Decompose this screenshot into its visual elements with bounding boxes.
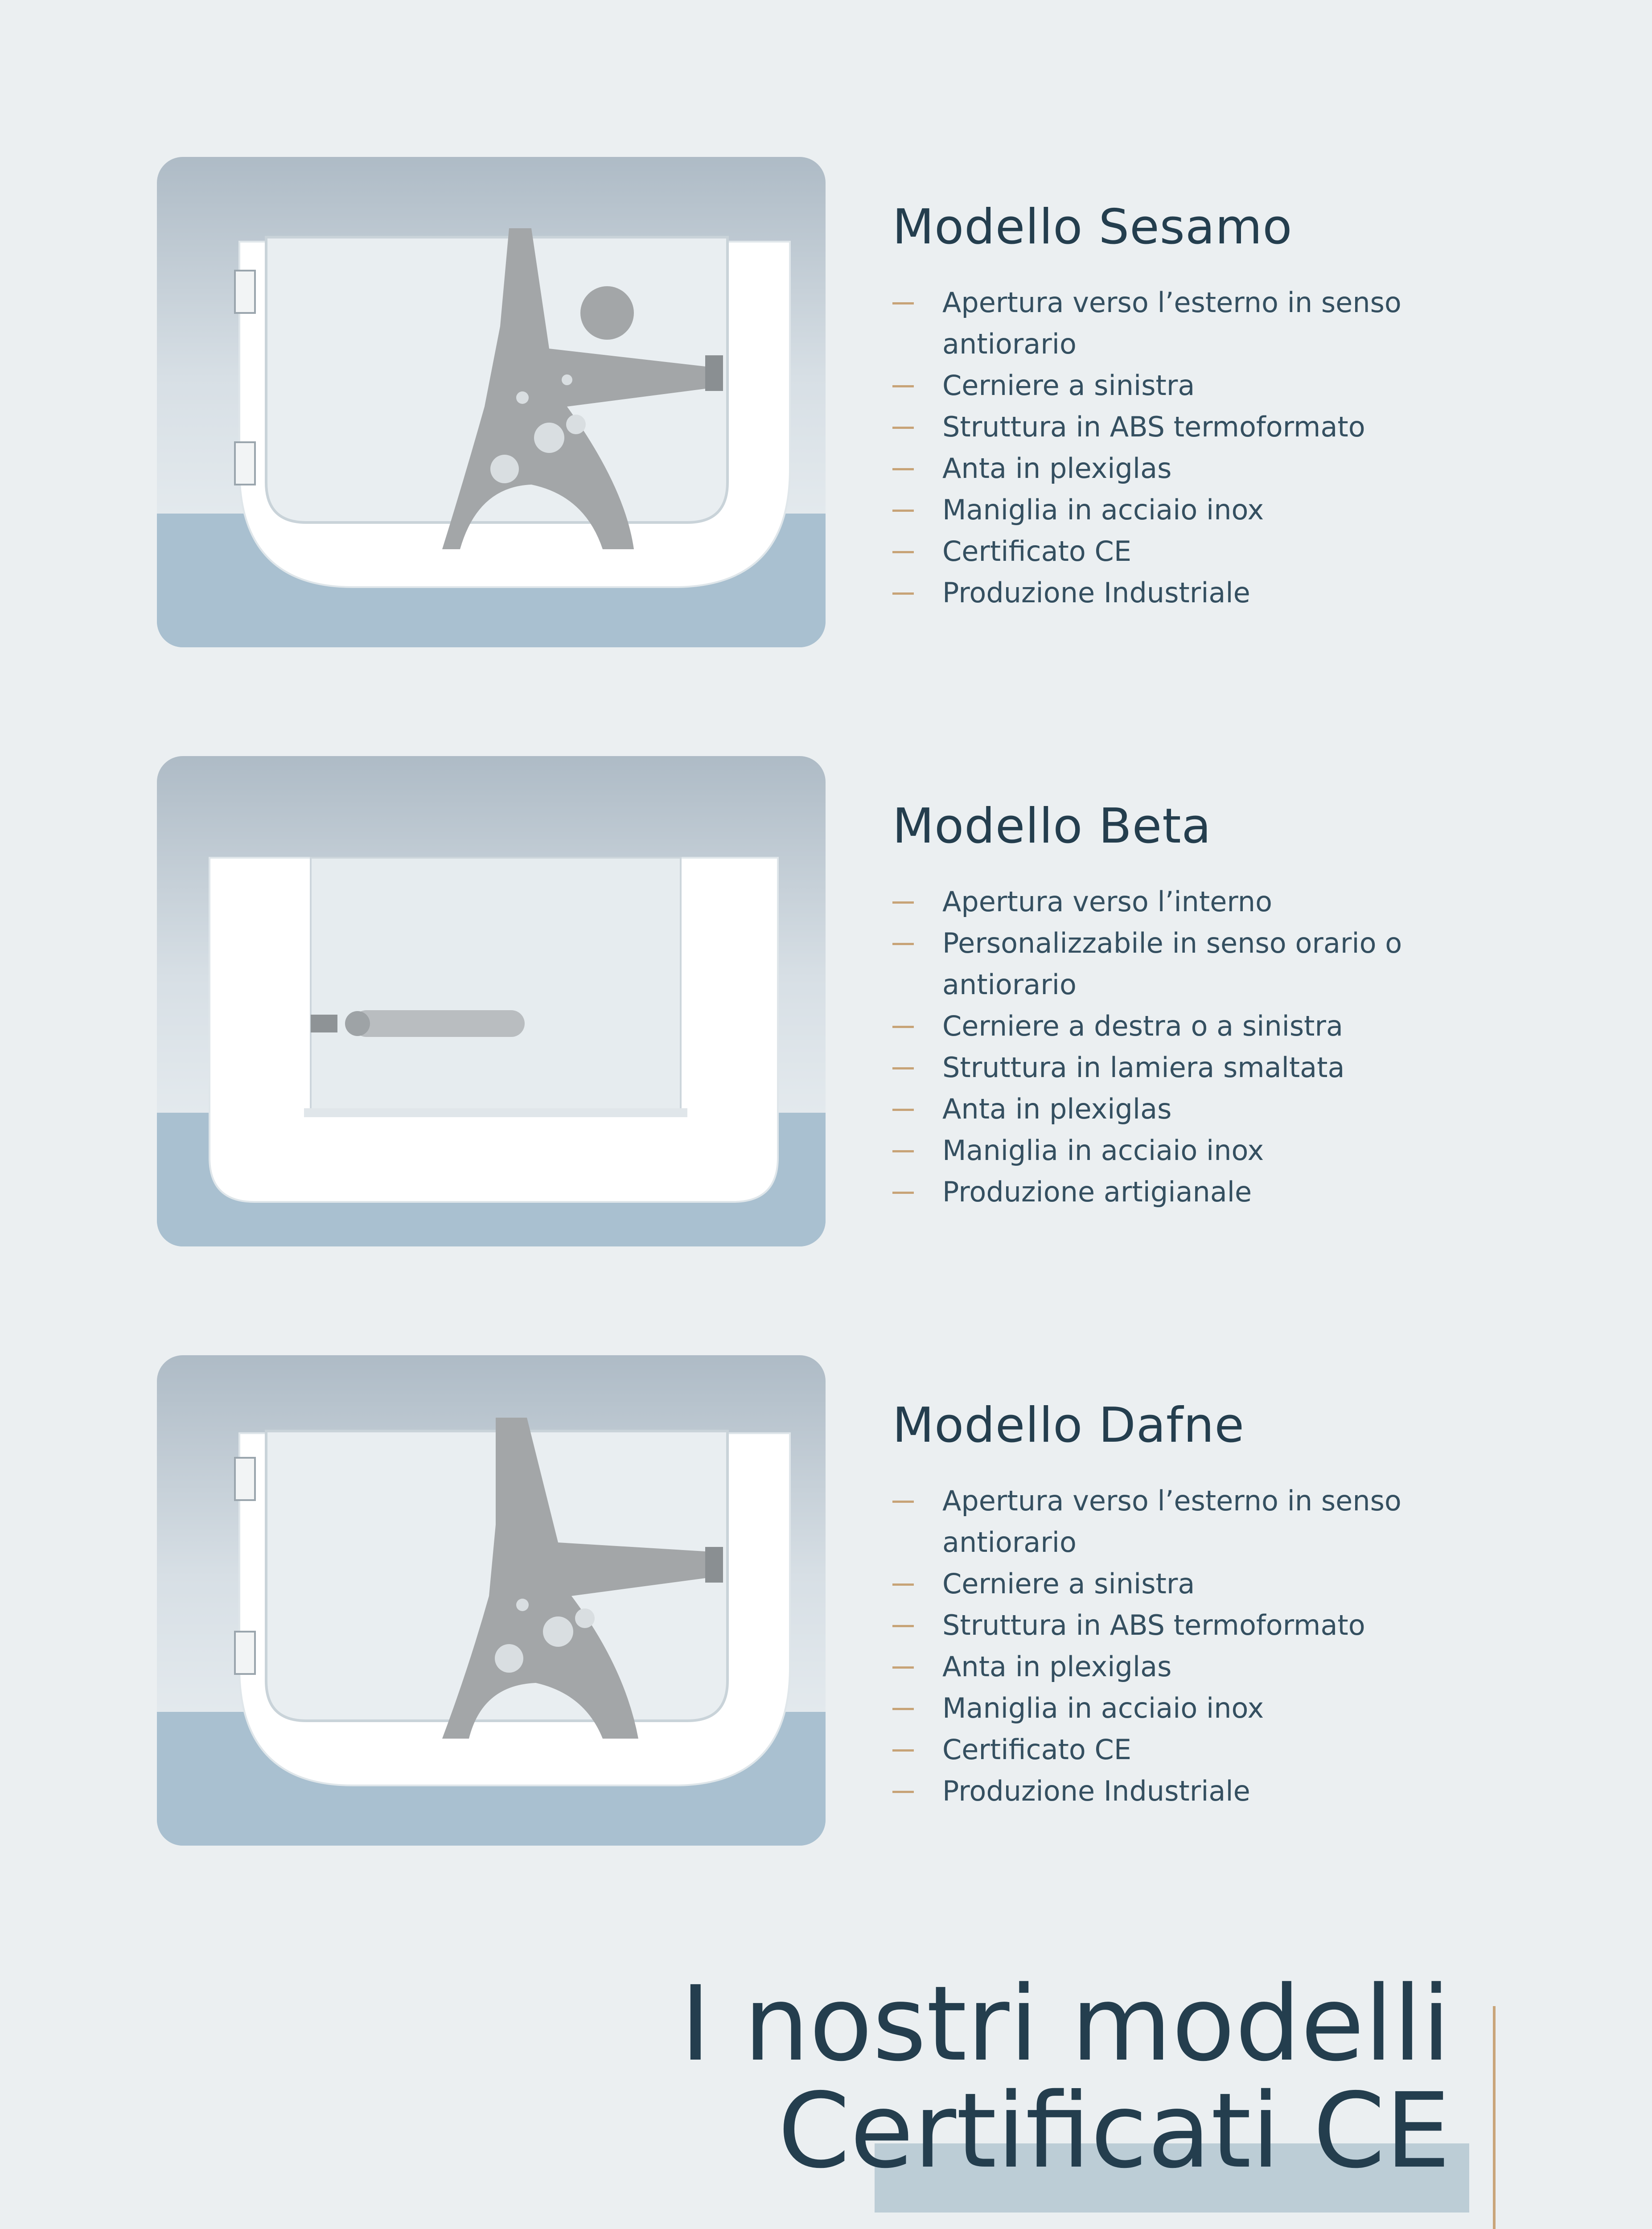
dash-icon <box>892 1625 914 1627</box>
dash-icon <box>892 1791 914 1793</box>
dash-icon <box>892 427 914 429</box>
dash-icon <box>892 1150 914 1152</box>
sesamo-info <box>892 199 1516 613</box>
list-item: Apertura verso l’esterno in senso antiorario <box>892 1480 1516 1563</box>
sesamo-door-photo <box>157 157 826 647</box>
dash-icon <box>892 1109 914 1111</box>
dash-icon <box>892 1026 914 1028</box>
list-item: Certificato CE <box>892 531 1516 572</box>
feature-list <box>892 881 1516 1213</box>
list-item: Apertura verso l’esterno in senso antiorario <box>892 282 1516 365</box>
dash-icon <box>892 1583 914 1586</box>
list-item: Maniglia in acciaio inox <box>892 1130 1516 1171</box>
beta-info <box>892 798 1516 1213</box>
list-item: Cerniere a destra o a sinistra <box>892 1005 1516 1047</box>
list-item: Cerniere a sinistra <box>892 1563 1516 1604</box>
list-item: Personalizzabile in senso orario o antiorario <box>892 922 1516 1005</box>
model-title: Modello Beta <box>892 798 1212 854</box>
model-title: Modello Sesamo <box>892 199 1293 255</box>
dash-icon <box>892 510 914 512</box>
model-title: Modello Dafne <box>892 1398 1245 1453</box>
list-item: Maniglia in acciaio inox <box>892 1687 1516 1729</box>
dash-icon <box>892 1067 914 1069</box>
accent-divider <box>1493 2006 1496 2229</box>
dash-icon <box>892 302 914 304</box>
page-headline <box>680 1964 1451 2191</box>
feature-list <box>892 1480 1516 1812</box>
list-item: Struttura in ABS termoformato <box>892 406 1516 448</box>
model-dafne <box>157 1355 1494 1846</box>
list-item: Struttura in lamiera smaltata <box>892 1047 1516 1088</box>
dash-icon <box>892 1708 914 1710</box>
model-beta <box>157 756 1494 1246</box>
dash-icon <box>892 1666 914 1669</box>
dash-icon <box>892 901 914 904</box>
list-item: Anta in plexiglas <box>892 448 1516 489</box>
dash-icon <box>892 592 914 595</box>
headline-line-1: I nostri modelli <box>680 1964 1451 2084</box>
dash-icon <box>892 1749 914 1752</box>
list-item: Maniglia in acciaio inox <box>892 489 1516 531</box>
dash-icon <box>892 468 914 470</box>
list-item: Anta in plexiglas <box>892 1088 1516 1130</box>
model-sesamo <box>157 157 1494 647</box>
beta-door-photo <box>157 756 826 1246</box>
list-item: Produzione artigianale <box>892 1171 1516 1213</box>
dash-icon <box>892 943 914 945</box>
list-item: Produzione Industriale <box>892 572 1516 613</box>
dash-icon <box>892 551 914 553</box>
list-item: Apertura verso l’interno <box>892 881 1516 922</box>
list-item: Struttura in ABS termoformato <box>892 1604 1516 1646</box>
list-item: Anta in plexiglas <box>892 1646 1516 1687</box>
dafne-info <box>892 1398 1516 1812</box>
dash-icon <box>892 1501 914 1503</box>
dafne-door-photo <box>157 1355 826 1846</box>
list-item: Certificato CE <box>892 1729 1516 1770</box>
feature-list <box>892 282 1516 613</box>
list-item: Cerniere a sinistra <box>892 365 1516 406</box>
headline-line-2: Certificati CE <box>777 2071 1451 2191</box>
dash-icon <box>892 1192 914 1194</box>
dash-icon <box>892 385 914 387</box>
list-item: Produzione Industriale <box>892 1770 1516 1812</box>
